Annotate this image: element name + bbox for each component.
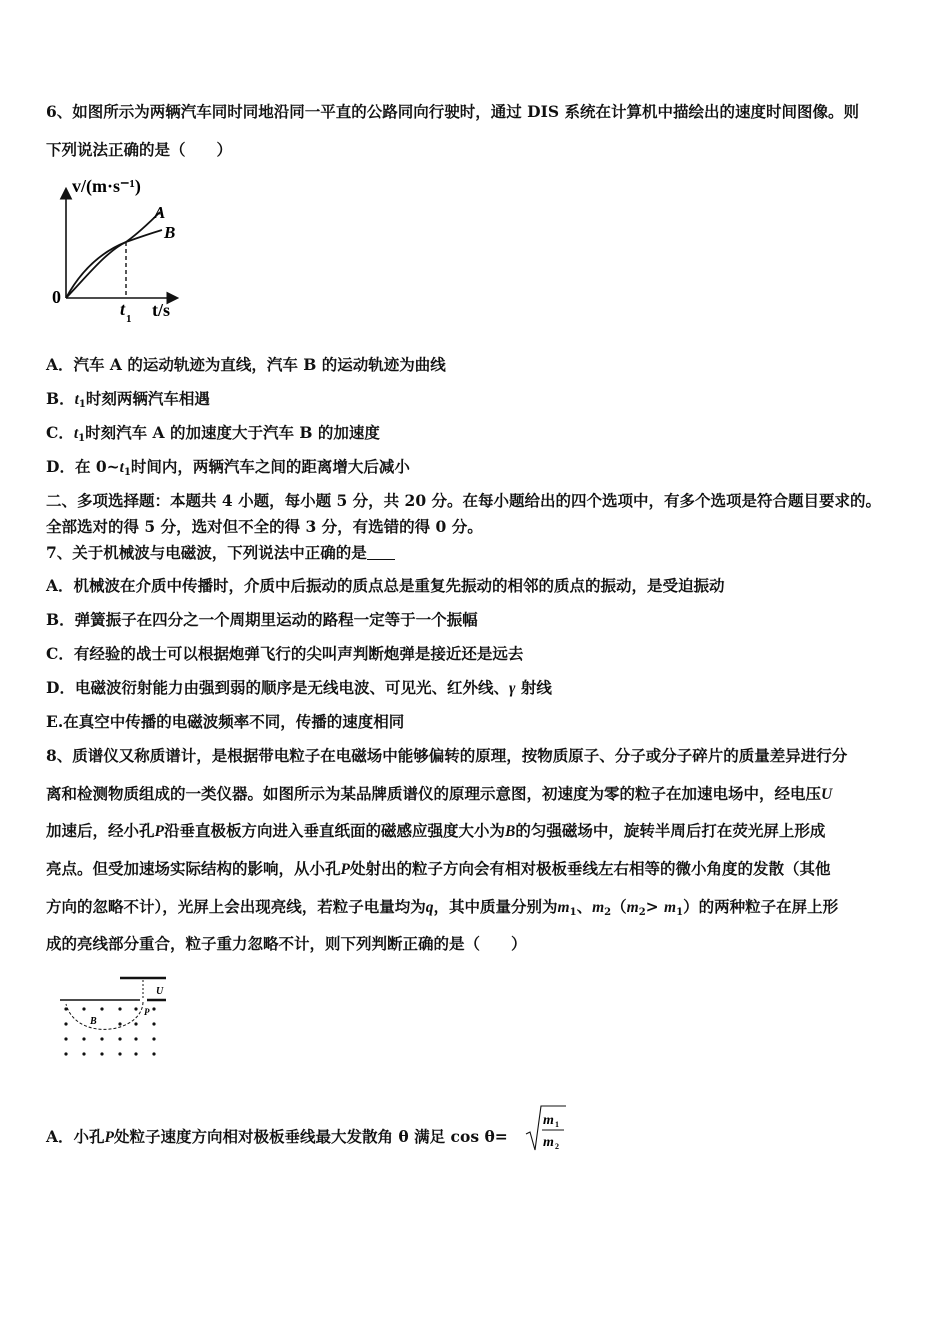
subscript: 1 (123, 467, 131, 478)
option-letter: E. (46, 712, 64, 731)
subscript: 1 (78, 399, 86, 410)
q8-stem-line2 (46, 784, 832, 805)
section2-heading-line1: 二、多项选择题：本题共 4 小题，每小题 5 分，共 20 分。在每小题给出的四个选项中，有多个选项是符合题目要求的。 (46, 491, 882, 510)
option-letter: D． (46, 678, 75, 697)
particle-trajectory (66, 1002, 143, 1029)
numerator-sub: 1 (555, 1120, 559, 1129)
option-letter: C． (46, 644, 74, 663)
option-text: 有经验的战士可以根据炮弹飞行的尖叫声判断炮弹是接近还是远去 (73, 644, 524, 663)
text: 亮点。但受加速场实际结构的影响，从小孔 (46, 859, 341, 878)
q7-stem-text: 7、关于机械波与电磁波，下列说法中正确的是 (46, 543, 367, 562)
section2-heading-line2: 全部选对的得 5 分，选对但不全的得 3 分，有选错的得 0 分。 (46, 517, 483, 536)
var-m: m (557, 899, 570, 916)
option-letter: D． (46, 457, 75, 476)
q8-stem-line6: 成的亮线部分重合，粒子重力忽略不计，则下列判断正确的是（ ） (46, 934, 527, 953)
option-text: 在 0~ (74, 457, 120, 476)
curve-b (66, 230, 162, 298)
x-axis-label: t/s (152, 300, 170, 320)
option-letter: A． (46, 355, 74, 374)
option-text: 汽车 A 的运动轨迹为直线，汽车 B 的运动轨迹为曲线 (73, 355, 446, 374)
gamma-symbol: γ (508, 680, 516, 697)
var-q: q (425, 899, 434, 916)
text: 方向的忽略不计），光屏上会出现亮线，若粒子电量均为 (46, 897, 426, 916)
q7-option-e[interactable] (46, 712, 404, 732)
y-axis-label: v/(m·s⁻¹) (72, 176, 141, 196)
option-text: 时刻两辆汽车相遇 (85, 389, 210, 408)
t1-subscript: 1 (126, 313, 132, 325)
q8-stem-line4 (46, 859, 831, 880)
denominator-m: m (543, 1135, 554, 1150)
option-text: 小孔 (73, 1127, 105, 1146)
var-t: t (74, 391, 79, 408)
q6-option-a[interactable] (46, 355, 446, 375)
var-t: t (73, 425, 79, 442)
text: 处射出的粒子方向会有相对极板垂线左右相等的微小角度的发散（其他 (349, 859, 831, 878)
label-p: P (144, 1007, 150, 1017)
option-letter: B． (46, 610, 75, 629)
subscript: 2 (638, 907, 646, 918)
origin-label: 0 (52, 287, 61, 307)
q8-stem-line3 (46, 821, 825, 842)
q7-option-c[interactable] (46, 644, 523, 664)
q8-option-a[interactable] (46, 1127, 508, 1148)
answer-blank (367, 545, 395, 560)
q7-stem (46, 543, 395, 563)
text: 加速后，经小孔 (46, 821, 155, 840)
option-text: 时间内，两辆汽车之间的距离增大后减小 (130, 457, 410, 476)
option-text-tail: 射线 (515, 678, 552, 697)
numerator-m: m (543, 1113, 554, 1128)
option-text: 处粒子速度方向相对极板垂线最大发散角 θ 满足 cos θ= (114, 1127, 508, 1146)
text: > (645, 897, 665, 916)
q6-option-c[interactable] (46, 423, 380, 449)
q8-stem-line5 (46, 897, 838, 923)
q6-option-d[interactable] (46, 457, 410, 483)
sqrt-fraction-m1-over-m2 (524, 1104, 568, 1154)
q6-option-b[interactable] (46, 389, 210, 415)
curve-a-label: A (154, 203, 166, 222)
q6-velocity-time-graph (48, 170, 188, 328)
q6-stem-line1: 6、如图所示为两辆汽车同时同地沿同一平直的公路同向行驶时，通过 DIS 系统在计算机中描绘出的速度时间图像。则 (46, 102, 859, 121)
var-p: P (104, 1129, 115, 1146)
text: 沿垂直极板方向进入垂直纸面的磁感应强度大小为 (163, 821, 505, 840)
option-text: 在真空中传播的电磁波频率不同，传播的速度相同 (63, 712, 405, 731)
text: 离和检测物质组成的一类仪器。如图所示为某品牌质谱仪的原理示意图，初速度为零的粒子在加速电场中，经电压 (46, 784, 822, 803)
option-letter: C． (46, 423, 74, 442)
var-m: m (626, 899, 639, 916)
option-letter: A． (46, 1127, 74, 1146)
var-t: t (119, 459, 124, 476)
q7-option-b[interactable] (46, 610, 478, 630)
var-p: P (154, 823, 164, 840)
option-text: 弹簧振子在四分之一个周期里运动的路程一定等于一个振幅 (74, 610, 478, 629)
subscript: 2 (604, 907, 612, 918)
var-b: B (505, 823, 516, 840)
q7-option-d[interactable] (46, 678, 552, 699)
q6-stem-line2: 下列说法正确的是（ ） (46, 140, 233, 159)
subscript: 1 (569, 907, 577, 918)
var-m: m (592, 899, 605, 916)
subscript: 1 (78, 433, 86, 444)
curve-a (66, 212, 160, 298)
subscript: 1 (676, 907, 684, 918)
var-m: m (664, 899, 677, 916)
text: （ (611, 897, 627, 916)
text: ，其中质量分别为 (433, 897, 558, 916)
option-text: 电磁波衍射能力由强到弱的顺序是无线电波、可见光、红外线、 (74, 678, 509, 697)
var-p: P (340, 861, 350, 878)
option-text: 机械波在介质中传播时，介质中后振动的质点总是重复先振动的相邻的质点的振动，是受迫振动 (73, 576, 725, 595)
option-letter: B． (46, 389, 75, 408)
text: 的匀强磁场中，旋转半周后打在荧光屏上形成 (515, 821, 826, 840)
option-text: 时刻汽车 A 的加速度大于汽车 B 的加速度 (85, 423, 380, 442)
denominator-sub: 2 (555, 1142, 559, 1151)
label-b: B (90, 1016, 97, 1027)
var-u: U (821, 786, 833, 803)
text: ）的两种粒子在屏上形 (683, 897, 839, 916)
q8-stem-line1: 8、质谱仪又称质谱计，是根据带电粒子在电磁场中能够偏转的原理，按物质原子、分子或分子碎片的质量差异进行分 (46, 746, 848, 765)
magnetic-field-dots (64, 1007, 155, 1055)
curve-b-label: B (164, 223, 176, 242)
option-letter: A． (46, 576, 74, 595)
mass-spectrometer-diagram (56, 972, 171, 1060)
text: 、 (576, 897, 593, 916)
label-u: U (156, 986, 164, 997)
q7-option-a[interactable] (46, 576, 725, 596)
t1-label: t (120, 299, 126, 319)
